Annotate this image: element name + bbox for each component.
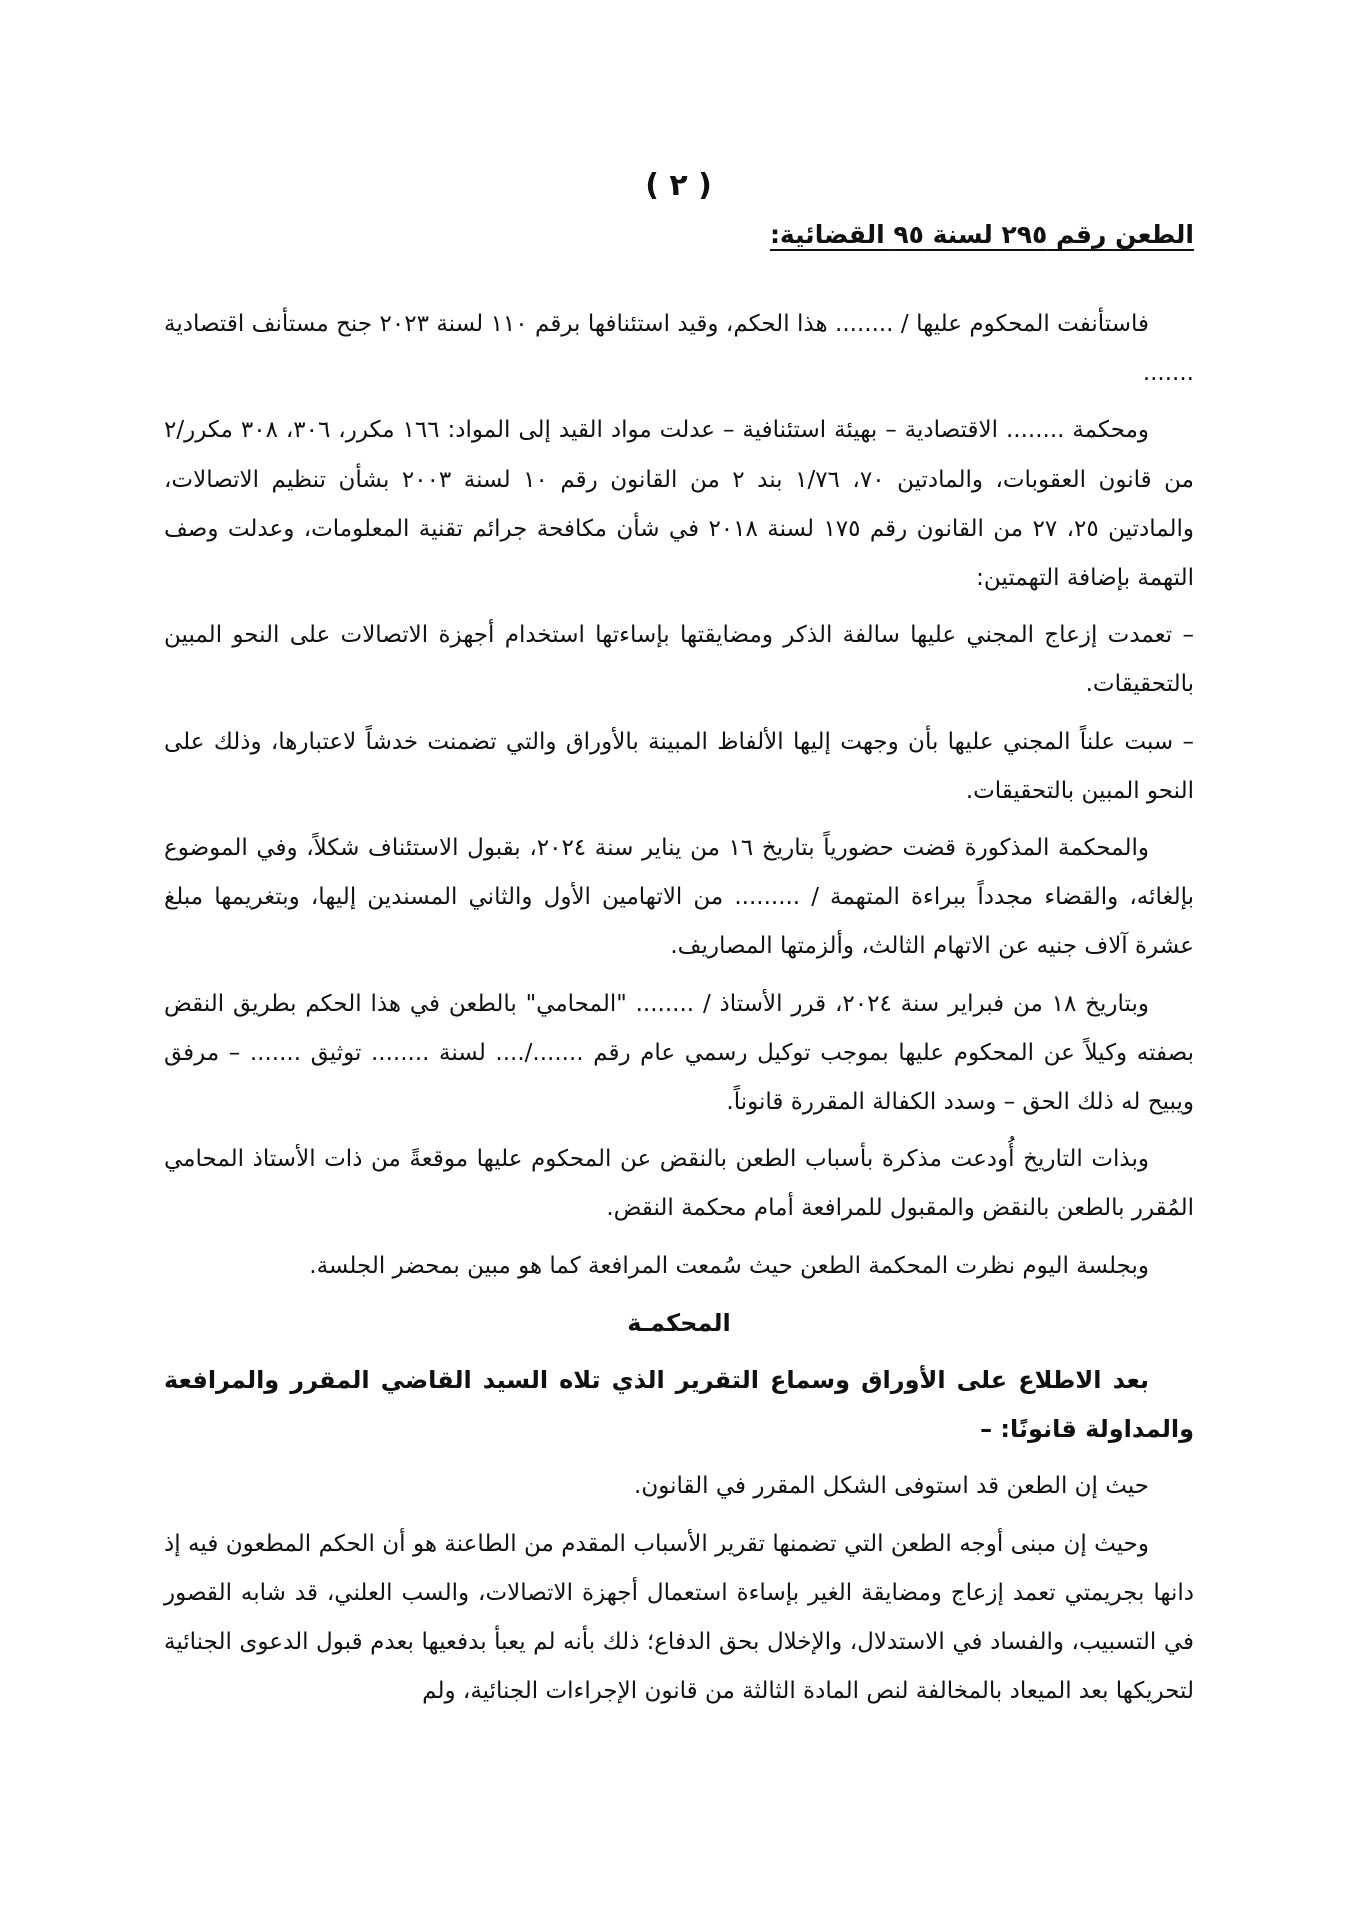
paragraph-memorandum: وبذات التاريخ أُودعت مذكرة بأسباب الطعن بالنقض عن المحكوم عليها موقعةً من ذات الأستاذ المحامي المُقرر بالطعن بالنقض والمقبول للمرافعة أمام محكمة النقض. bbox=[164, 1146, 1194, 1222]
court-intro: بعد الاطلاع على الأوراق وسماع التقرير الذي تلاه السيد القاضي المقرر والمرافعة والمداولة قانونًا: – bbox=[164, 1366, 1194, 1444]
paragraph-court-amendment: ومحكمة ........ الاقتصادية – بهيئة استئنافية – عدلت مواد القيد إلى المواد: ١٦٦ مكرر، ٣٠٦، ٣٠٨ مكرر/٢ من قانون العقوبات، والمادتين ٧٠، ١/٧٦ بند ٢ من القانون رقم ١٠ لسنة ٢٠٠٣ بشأن تنظيم الاتصالات، والمادتين ٢٥، ٢٧ من القانون رقم ١٧٥ لسنة ٢٠١٨ في شأن مكافحة جرائم تقنية المعلومات، وعدلت وصف التهمة بإضافة التهمتين: bbox=[164, 417, 1194, 592]
paragraph-cassation-filing: وبتاريخ ١٨ من فبراير سنة ٢٠٢٤، قرر الأستاذ / ........ "المحامي" بالطعن في هذا الحكم بطريق النقض بصفته وكيلاً عن المحكوم عليها بموجب توكيل رسمي عام رقم ......./.... لسنة ........ توثيق ....... – مرفق ويبيح له ذلك الحق – وسدد الكفالة المقررة قانوناً. bbox=[164, 990, 1194, 1116]
case-title: الطعن رقم ٢٩٥ لسنة ٩٥ القضائية: bbox=[769, 220, 1194, 249]
paragraph-judgment: والمحكمة المذكورة قضت حضورياً بتاريخ ١٦ من يناير سنة ٢٠٢٤، بقبول الاستئناف شكلاً، وفي الموضوع بإلغائه، والقضاء مجدداً ببراءة المتهمة / ......... من الاتهامين الأول والثاني المسندين إليها، وبتغريمها مبلغ عشرة آلاف جنيه عن الاتهام الثالث، وألزمتها المصاريف. bbox=[164, 835, 1194, 960]
document-body bbox=[164, 300, 1194, 1724]
paragraph-hearing: وبجلسة اليوم نظرت المحكمة الطعن حيث سُمعت المرافعة كما هو مبين بمحضر الجلسة. bbox=[309, 1252, 1149, 1279]
paragraph-charge-insult: – سبت علناً المجني عليها بأن وجهت إليها الألفاظ المبينة بالأوراق والتي تضمنت خدشاً لاعتبارها، وذلك على النحو المبين بالتحقيقات. bbox=[164, 728, 1194, 804]
reasoning-form: حيث إن الطعن قد استوفى الشكل المقرر في القانون. bbox=[634, 1473, 1149, 1500]
paragraph-appeal: فاستأنفت المحكوم عليها / ........ هذا الحكم، وقيد استئنافها برقم ١١٠ لسنة ٢٠٢٣ جنح مستأنف اقتصادية ....... bbox=[164, 311, 1194, 387]
page-number: ( ٢ ) bbox=[645, 168, 712, 203]
court-heading: المحكمـة bbox=[627, 1308, 731, 1337]
paragraph-charge-harassment: – تعمدت إزعاج المجني عليها سالفة الذكر ومضايقتها بإساءتها استخدام أجهزة الاتصالات على النحو المبين بالتحقيقات. bbox=[164, 622, 1194, 698]
reasoning-grounds: وحيث إن مبنى أوجه الطعن التي تضمنها تقرير الأسباب المقدم من الطاعنة هو أن الحكم المطعون فيه إذ دانها بجريمتي تعمد إزعاج ومضايقة الغير بإساءة استعمال أجهزة الاتصالات، والسب العلني، قد شابه القصور في التسبيب، والفساد في الاستدلال، والإخلال بحق الدفاع؛ ذلك بأنه لم يعبأ بدفعيها بعدم قبول الدعوى الجنائية لتحريكها بعد الميعاد بالمخالفة لنص المادة الثالثة من قانون الإجراءات الجنائية، ولم bbox=[164, 1530, 1194, 1705]
